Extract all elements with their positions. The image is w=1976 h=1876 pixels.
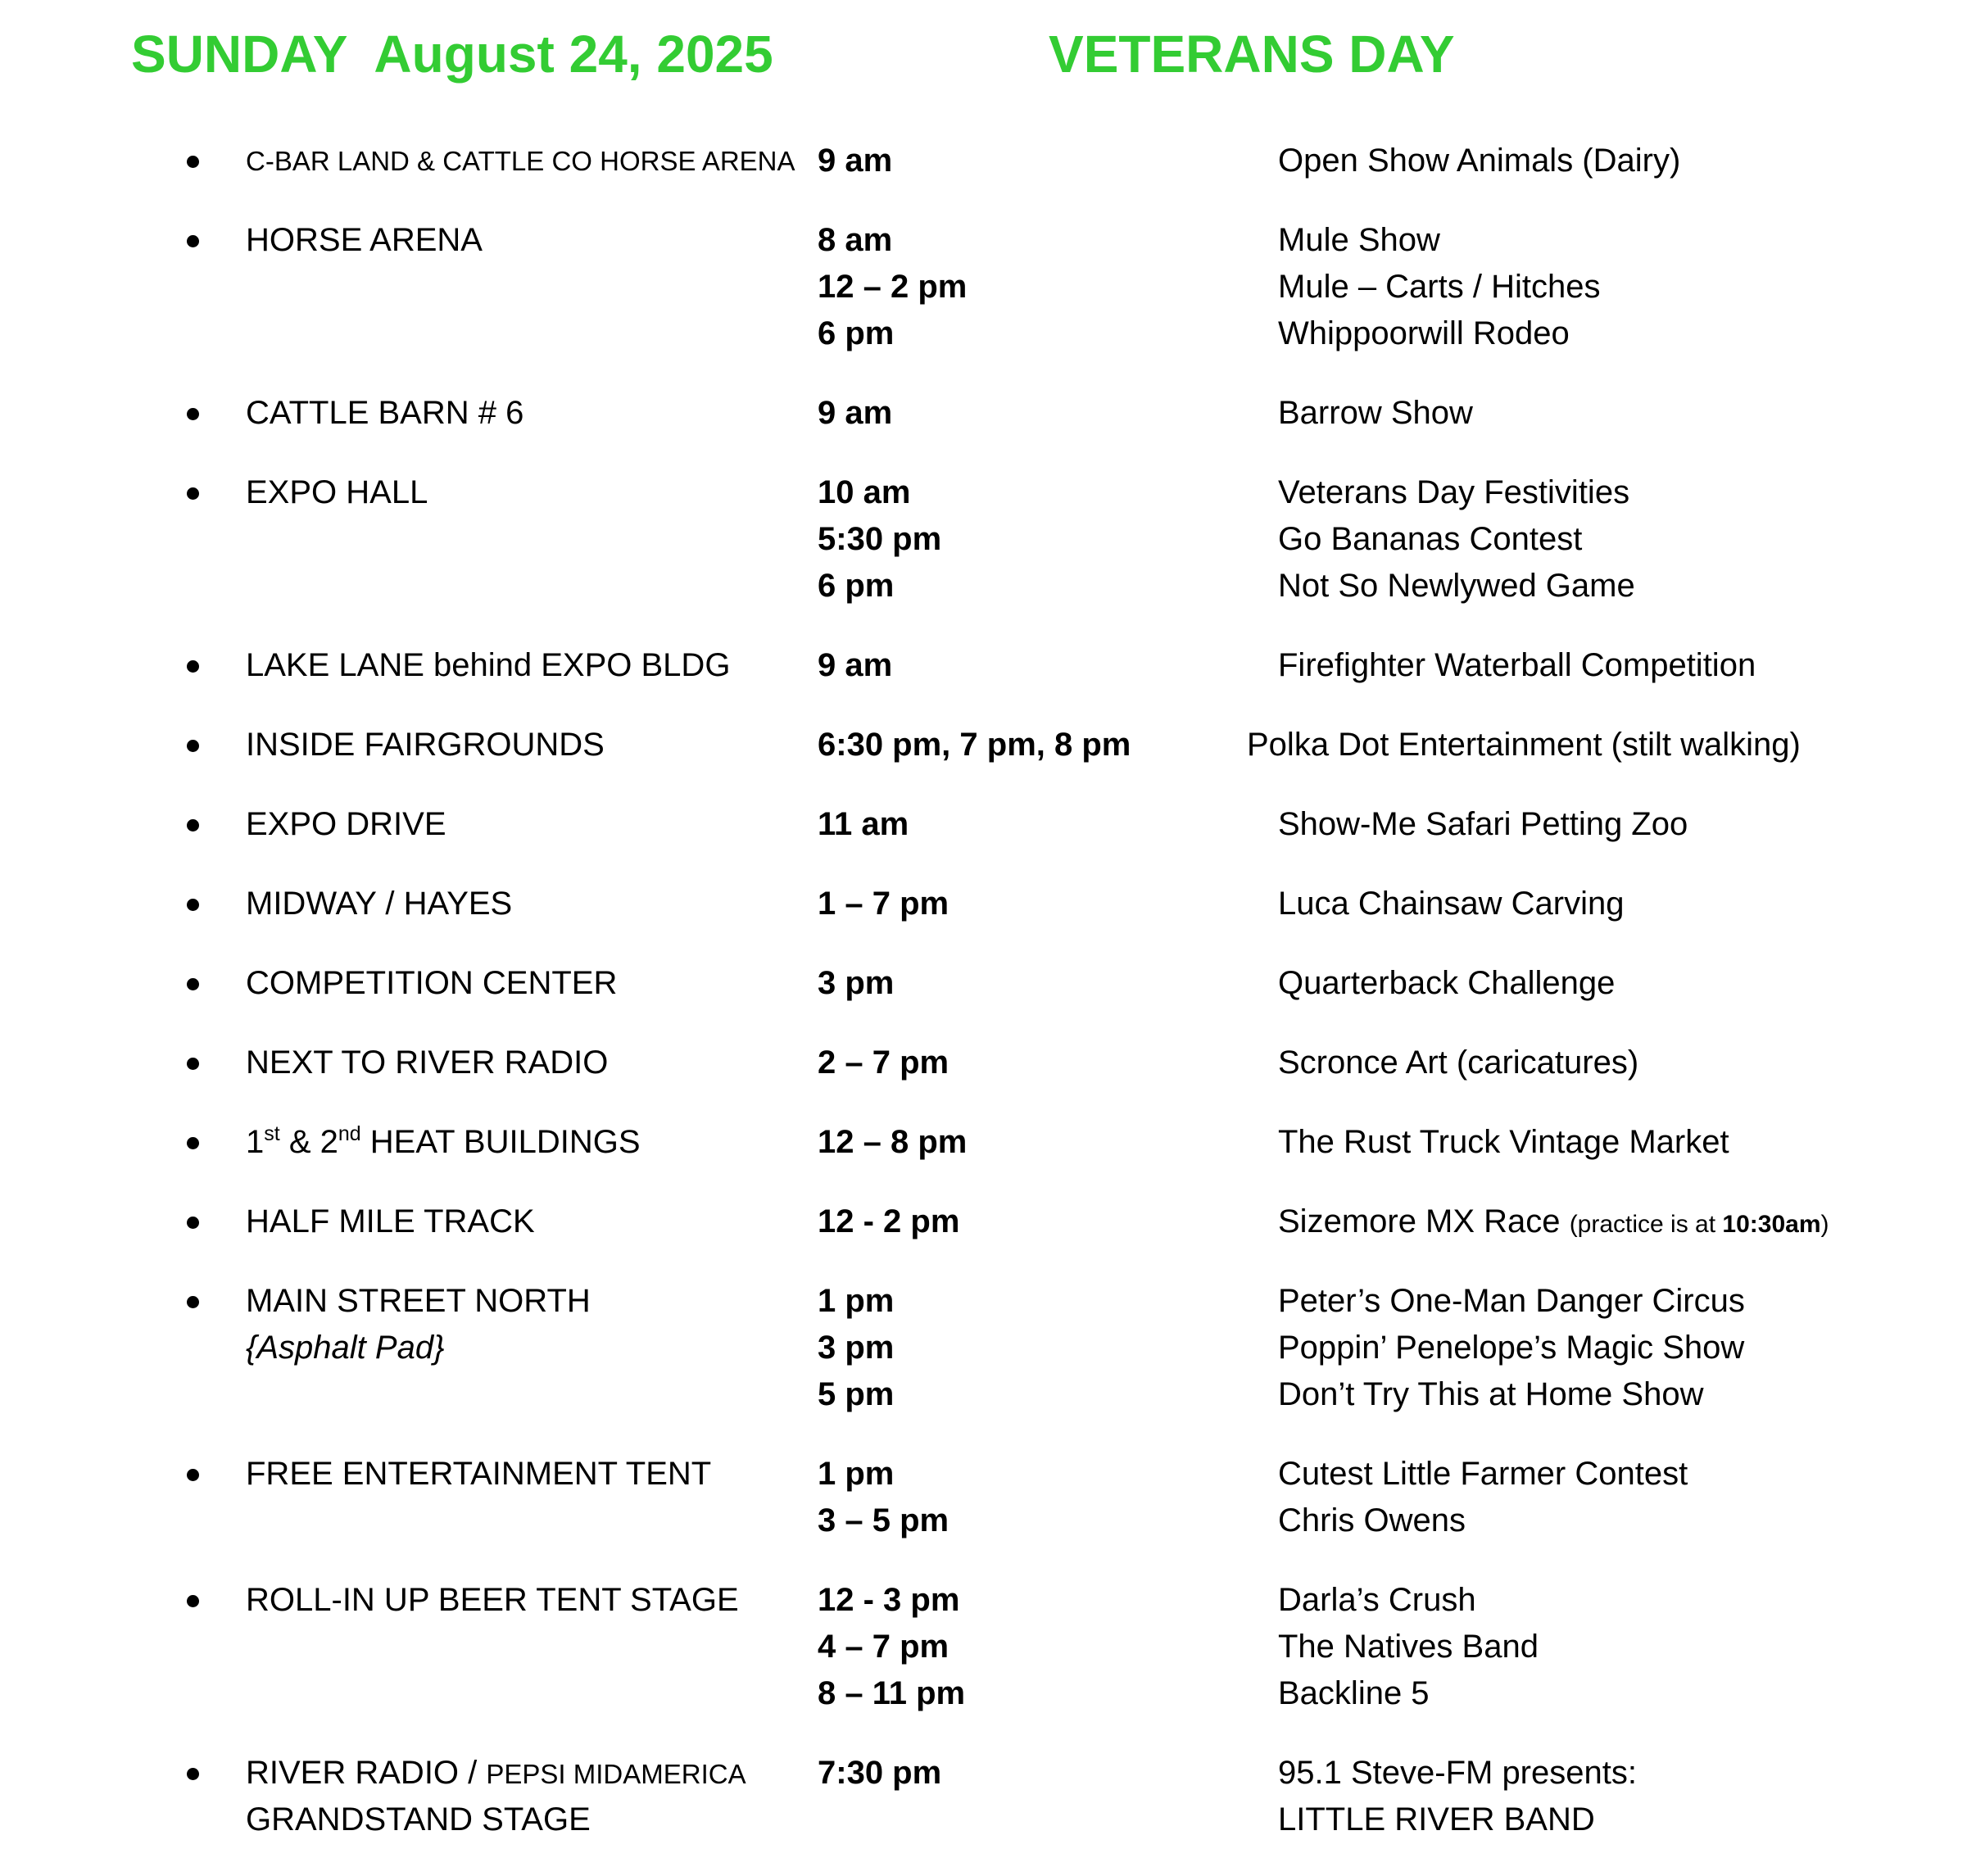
header-theme: VETERANS DAY	[1049, 25, 1455, 84]
event: Open Show Animals (Dairy)	[1278, 143, 1681, 179]
event: Quarterback Challenge	[1278, 965, 1616, 1001]
event: 95.1 Steve-FM presents:	[1278, 1755, 1637, 1791]
location: ROLL-IN UP BEER TENT STAGE	[246, 1582, 739, 1618]
schedule-row	[0, 1577, 1976, 1717]
event: Don’t Try This at Home Show	[1278, 1376, 1704, 1412]
time: 9 am	[818, 395, 893, 431]
event: Whippoorwill Rodeo	[1278, 315, 1570, 351]
event: The Rust Truck Vintage Market	[1278, 1124, 1729, 1160]
schedule-row	[0, 960, 1976, 1007]
time: 12 – 2 pm	[818, 269, 968, 305]
event: Backline 5	[1278, 1675, 1430, 1711]
bullet-icon	[187, 740, 199, 752]
event: Polka Dot Entertainment (stilt walking)	[1247, 727, 1801, 763]
time: 11 am	[818, 806, 909, 842]
event: Darla’s Crush	[1278, 1582, 1476, 1618]
schedule-row	[0, 801, 1976, 848]
header-date: SUNDAY August 24, 2025	[131, 25, 773, 84]
event: The Natives Band	[1278, 1629, 1539, 1665]
bullet-icon	[187, 978, 199, 990]
bullet-icon	[187, 819, 199, 832]
bullet-icon	[187, 1058, 199, 1070]
bullet-icon	[187, 1768, 199, 1780]
event: Poppin’ Penelope’s Magic Show	[1278, 1330, 1745, 1366]
event: LITTLE RIVER BAND	[1278, 1801, 1595, 1837]
time: 12 – 8 pm	[818, 1124, 968, 1160]
bullet-icon	[187, 1137, 199, 1149]
event: Go Bananas Contest	[1278, 521, 1583, 557]
event: Cutest Little Farmer Contest	[1278, 1456, 1688, 1492]
time: 3 – 5 pm	[818, 1502, 949, 1538]
bullet-icon	[187, 487, 199, 500]
schedule-row	[0, 1278, 1976, 1418]
time: 1 pm	[818, 1456, 895, 1492]
schedule-row	[0, 722, 1976, 768]
schedule-list	[0, 138, 1976, 1876]
location: HALF MILE TRACK	[246, 1203, 535, 1239]
schedule-row	[0, 1119, 1976, 1166]
event: Luca Chainsaw Carving	[1278, 886, 1625, 922]
time: 2 – 7 pm	[818, 1044, 949, 1081]
time: 1 pm	[818, 1283, 895, 1319]
bullet-icon	[187, 235, 199, 247]
location: INSIDE FAIRGROUNDS	[246, 727, 605, 763]
event: Barrow Show	[1278, 395, 1473, 431]
time: 7:30 pm	[818, 1755, 942, 1791]
location: LAKE LANE behind EXPO BLDG	[246, 647, 731, 683]
event: Chris Owens	[1278, 1502, 1466, 1538]
event-note: (practice is at 10:30am)	[1569, 1211, 1829, 1238]
location-sub: GRANDSTAND STAGE	[246, 1801, 591, 1837]
schedule-row	[0, 390, 1976, 437]
bullet-icon	[187, 1296, 199, 1308]
event: Mule – Carts / Hitches	[1278, 269, 1601, 305]
time: 10 am	[818, 474, 911, 510]
time: 3 pm	[818, 1330, 895, 1366]
event: Firefighter Waterball Competition	[1278, 647, 1756, 683]
location-sub: {Asphalt Pad}	[246, 1330, 445, 1366]
bullet-icon	[187, 1595, 199, 1607]
time: 6:30 pm, 7 pm, 8 pm	[818, 727, 1131, 763]
event: Not So Newlywed Game	[1278, 568, 1635, 604]
bullet-icon	[187, 156, 199, 168]
bullet-icon	[187, 408, 199, 420]
bullet-icon	[187, 899, 199, 911]
time: 5:30 pm	[818, 521, 942, 557]
schedule-row	[0, 469, 1976, 609]
time: 6 pm	[818, 568, 895, 604]
event: Show-Me Safari Petting Zoo	[1278, 806, 1688, 842]
location: RIVER RADIO / PEPSI MIDAMERICA	[246, 1755, 746, 1791]
time: 8 am	[818, 222, 893, 258]
schedule-row	[0, 217, 1976, 357]
event: Sizemore MX Race (practice is at 10:30am)	[1278, 1203, 1829, 1239]
location: HORSE ARENA	[246, 222, 483, 258]
schedule-row	[0, 881, 1976, 927]
location: FREE ENTERTAINMENT TENT	[246, 1456, 712, 1492]
location: MAIN STREET NORTH	[246, 1283, 591, 1319]
location: CATTLE BARN # 6	[246, 395, 524, 431]
schedule-row	[0, 1199, 1976, 1245]
time: 8 – 11 pm	[818, 1675, 966, 1711]
event: Peter’s One-Man Danger Circus	[1278, 1283, 1745, 1319]
event: Veterans Day Festivities	[1278, 474, 1630, 510]
time: 9 am	[818, 143, 893, 179]
time: 1 – 7 pm	[818, 886, 949, 922]
location: 1st & 2nd HEAT BUILDINGS	[246, 1122, 641, 1160]
location: EXPO HALL	[246, 474, 428, 510]
location: MIDWAY / HAYES	[246, 886, 513, 922]
location: EXPO DRIVE	[246, 806, 446, 842]
schedule-row	[0, 1750, 1976, 1843]
event: Mule Show	[1278, 222, 1440, 258]
schedule-row	[0, 1040, 1976, 1086]
bullet-icon	[187, 1217, 199, 1229]
page-header	[0, 21, 1976, 87]
location: NEXT TO RIVER RADIO	[246, 1044, 609, 1081]
time: 12 - 2 pm	[818, 1203, 960, 1239]
time: 3 pm	[818, 965, 895, 1001]
schedule-row	[0, 138, 1976, 184]
time: 4 – 7 pm	[818, 1629, 949, 1665]
time: 5 pm	[818, 1376, 895, 1412]
bullet-icon	[187, 1469, 199, 1481]
schedule-row	[0, 1451, 1976, 1544]
schedule-row	[0, 642, 1976, 689]
location: C-BAR LAND & CATTLE CO HORSE ARENA	[246, 146, 795, 176]
time: 12 - 3 pm	[818, 1582, 960, 1618]
event: Scronce Art (caricatures)	[1278, 1044, 1639, 1081]
time: 6 pm	[818, 315, 895, 351]
time: 9 am	[818, 647, 893, 683]
bullet-icon	[187, 660, 199, 673]
location: COMPETITION CENTER	[246, 965, 618, 1001]
